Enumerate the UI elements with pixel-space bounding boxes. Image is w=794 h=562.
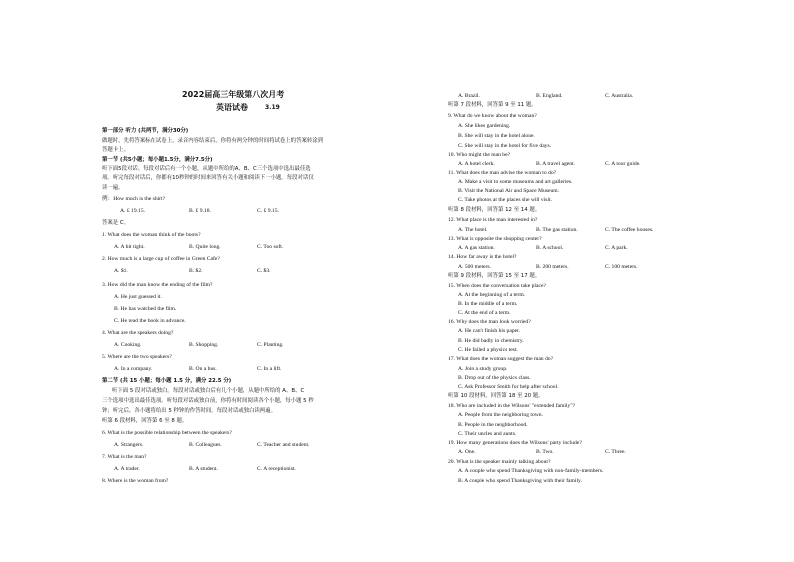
question-9: 9. What do we know about the woman? xyxy=(448,113,537,119)
section-one-instruction-3: 读一遍。 xyxy=(102,185,124,191)
q14-option-b: B. 200 meters. xyxy=(536,264,569,270)
q14-option-c: C. 100 meters. xyxy=(605,264,638,270)
q2-option-b: B. $2. xyxy=(189,268,203,274)
q17-option-c: C. Ask Professor Smith for help after school. xyxy=(458,384,559,390)
q8-option-b: B. England. xyxy=(536,93,563,99)
q11-option-a: A. Make a visit to some museums and art galleries. xyxy=(458,179,573,185)
q15-option-c: C. At the end of a term. xyxy=(458,310,511,316)
exam-subtitle: 英语试卷 xyxy=(216,103,248,112)
question-17: 17. What does the woman suggest the man do? xyxy=(448,356,554,362)
q13-option-c: C. A park. xyxy=(605,245,628,251)
q3-option-c: C. He read the book in advance. xyxy=(114,318,186,324)
q19-option-a: A. One. xyxy=(458,449,476,455)
q13-option-b: B. A school. xyxy=(536,245,564,251)
q19-option-b: B. Two. xyxy=(536,449,554,455)
q6-option-b: B. Colleagues. xyxy=(189,442,222,448)
q5-option-b: B. On a bus. xyxy=(189,366,217,372)
q12-option-c: C. The coffee houses. xyxy=(605,227,654,233)
part-one-instruction-cont: 答题卡上。 xyxy=(102,147,129,153)
q6-option-a: A. Strangers. xyxy=(114,442,144,448)
q17-option-b: B. Drop out of the physics class. xyxy=(458,375,531,381)
question-20: 20. What is the speaker mainly talking about? xyxy=(448,459,551,465)
q18-option-a: A. People from the neighboring town. xyxy=(458,412,543,418)
part-one-heading: 第一部分 听力 (共两节，满分30分) xyxy=(102,128,189,134)
q6-option-c: C. Teacher and student. xyxy=(257,442,310,448)
q12-option-a: A. The hotel. xyxy=(458,227,488,233)
q2-option-a: A. $1. xyxy=(114,268,128,274)
q20-option-a: A. A couple who spend Thanksgiving with non-family-members. xyxy=(458,468,604,474)
q18-option-c: C. Their uncles and aunts. xyxy=(458,431,517,437)
question-18: 18. Who are included in the Wilsons' "extended family"? xyxy=(448,403,576,409)
question-4: 4. What are the speakers doing? xyxy=(102,330,174,336)
question-16: 16. Why does the man look worried? xyxy=(448,319,531,325)
q1-option-c: C. Too soft. xyxy=(257,244,284,250)
section-one-heading: 第一节 (共5小题；每小题1.5分，满分7.5分) xyxy=(102,157,213,163)
question-1: 1. What does the woman think of the boots? xyxy=(102,232,201,238)
q4-option-a: A. Cooking. xyxy=(114,342,142,348)
example-option-b: B. £ 9.18. xyxy=(189,208,211,214)
q16-option-a: A. He can't finish his paper. xyxy=(458,328,521,334)
q1-option-b: B. Quite long. xyxy=(189,244,221,250)
question-15: 15. When does the conversation take place? xyxy=(448,283,546,289)
q5-option-a: A. In a company. xyxy=(114,366,153,372)
question-10: 10. Who might the man be? xyxy=(448,152,511,158)
q9-option-b: B. She will stay in the hotel alone. xyxy=(458,133,535,139)
q2-option-c: C. $3. xyxy=(257,268,271,274)
q11-option-b: B. Visit the National Air and Space Museum. xyxy=(458,188,560,194)
section-two-instruction-2: 三个选项中选出最佳选项。听每段对话或独白前，你将有时间阅读各个小题，每小题 5 秒 xyxy=(102,398,314,404)
example-answer: 答案是 C。 xyxy=(102,220,130,226)
example-option-c: C. £ 9.15. xyxy=(257,208,279,214)
q3-option-a: A. He just guessed it. xyxy=(114,294,162,300)
q15-option-b: B. In the middle of a term. xyxy=(458,301,518,307)
example-question: 例：How much is the shirt? xyxy=(102,196,166,202)
question-13: 13. What is opposite the shopping center? xyxy=(448,236,542,242)
q10-option-a: A. A hotel clerk. xyxy=(458,161,495,167)
q5-option-c: C. In a lift. xyxy=(257,366,282,372)
q7-option-c: C. A receptionist. xyxy=(257,466,296,472)
question-12: 12. What place is the man interested in? xyxy=(448,217,538,223)
material-7-heading: 听第 7 段材料，回答第 9 至 11 题。 xyxy=(448,102,537,108)
exam-title: 2022届高三年级第八次月考 xyxy=(182,90,285,99)
q12-option-b: B. The gas station. xyxy=(536,227,578,233)
q8-option-c: C. Australia. xyxy=(605,93,634,99)
question-8: 8. Where is the woman from? xyxy=(102,478,169,484)
q7-option-a: A. A trader. xyxy=(114,466,140,472)
question-11: 11. What does the man advise the woman to do? xyxy=(448,170,557,176)
question-2: 2. How much is a large cup of coffee in Green Cafe? xyxy=(102,256,220,262)
q19-option-c: C. Three. xyxy=(605,449,626,455)
q10-option-b: B. A travel agent. xyxy=(536,161,575,167)
material-6-heading: 听第 6 段材料，回答第 6 至 8 题。 xyxy=(102,418,188,424)
material-8-heading: 听第 8 段材料，回答第 12 至 14 题。 xyxy=(448,207,541,213)
q20-option-b: B. A couple who spend Thanksgiving with their family. xyxy=(458,478,582,484)
question-3: 3. How did the man know the ending of the film? xyxy=(102,282,213,288)
question-19: 19. How many generations does the Wilsons' party include? xyxy=(448,440,582,446)
question-7: 7. What is the man? xyxy=(102,454,147,460)
q9-option-a: A. She likes gardening. xyxy=(458,123,511,129)
q4-option-c: C. Planting. xyxy=(257,342,284,348)
q8-option-a: A. Brazil. xyxy=(458,93,480,99)
example-option-a: A. £ 19.15. xyxy=(120,208,146,214)
q14-option-a: A. 500 meters. xyxy=(458,264,491,270)
q17-option-a: A. Join a study group. xyxy=(458,366,508,372)
q16-option-b: B. He did badly in chemistry. xyxy=(458,338,524,344)
material-10-heading: 听第 10 段材料，回答第 18 至 20 题。 xyxy=(448,393,544,399)
exam-date: 3.19 xyxy=(265,104,280,111)
section-two-instruction-1: 听下面 5 段对话或独白。每段对话或独白后有几个小题，从题中所给的 A、B、C xyxy=(112,388,305,394)
section-one-instruction-2: 项。听完每段对话后，你都有10秒钟的时间来回答有关小题和阅读下一小题。每段对话仅 xyxy=(102,175,314,181)
q1-option-a: A. A bit tight. xyxy=(114,244,145,250)
q11-option-c: C. Take photos at the places she will visit. xyxy=(458,197,552,203)
q9-option-c: C. She will stay in the hotel for five days. xyxy=(458,143,552,149)
q16-option-c: C. He failed a physics test. xyxy=(458,347,518,353)
q7-option-b: B. A student. xyxy=(189,466,218,472)
question-14: 14. How far away is the hotel? xyxy=(448,254,517,260)
q10-option-c: C. A tour guide. xyxy=(605,161,641,167)
q18-option-b: B. People in the neighborhood. xyxy=(458,422,528,428)
section-two-heading: 第二节 (共 15 小题；每小题 1.5 分，满分 22.5 分) xyxy=(102,378,232,384)
part-one-instruction: 做题时，先将答案标在试卷上。录音内容结束后，你将有两分钟的时间将试卷上的答案转涂到 xyxy=(102,138,324,144)
material-9-heading: 听第 9 段材料，回答第 15 至 17 题。 xyxy=(448,273,541,279)
section-two-instruction-3: 钟；听完后，各小题将给出 5 秒钟的作答时间。每段对话或独白读两遍。 xyxy=(102,408,276,414)
question-6: 6. What is the possible relationship between the speakers? xyxy=(102,430,232,436)
q3-option-b: B. He has watched the film. xyxy=(114,306,177,312)
section-one-instruction-1: 听下面5段对话。每段对话后有一个小题，从题中所给的A、B、C三个选项中选出最佳选 xyxy=(102,166,311,172)
q4-option-b: B. Shopping. xyxy=(189,342,219,348)
q15-option-a: A. At the beginning of a term. xyxy=(458,292,526,298)
question-5: 5. Where are the two speakers? xyxy=(102,354,172,360)
q13-option-a: A. A gas station. xyxy=(458,245,495,251)
